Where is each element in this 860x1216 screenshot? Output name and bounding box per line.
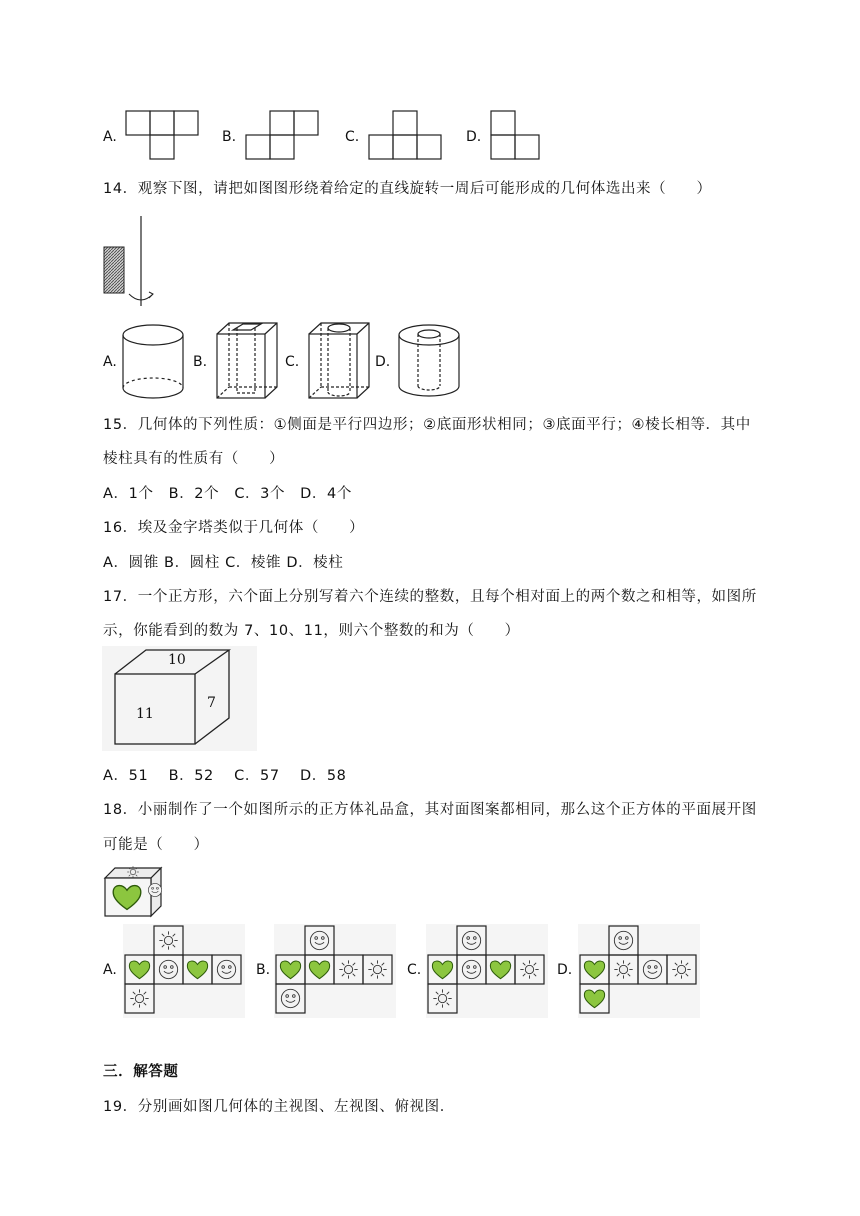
q18-net-d bbox=[578, 924, 700, 1018]
q16-stem: 16．埃及金字塔类似于几何体（ ） bbox=[103, 520, 365, 536]
cube-top-number: 10 bbox=[168, 652, 186, 668]
q18-stem-line1: 18．小丽制作了一个如图所示的正方体礼品盒，其对面图案都相同，那么这个正方体的平面展开图 bbox=[103, 802, 757, 818]
q18-gift-box-cube bbox=[103, 866, 165, 918]
q18-option-a-label: A. bbox=[103, 962, 117, 978]
q18-net-a bbox=[123, 924, 245, 1018]
q13-option-c-label: C. bbox=[345, 129, 360, 145]
q14-option-a-cylinder bbox=[120, 322, 188, 404]
q14-option-b-label: B. bbox=[193, 354, 208, 370]
section-3-title: 三．解答题 bbox=[103, 1064, 179, 1080]
q13-net-c bbox=[368, 110, 446, 162]
q19-stem: 19．分别画如图几何体的主视图、左视图、俯视图． bbox=[103, 1099, 455, 1115]
q18-net-c bbox=[426, 924, 548, 1018]
q13-net-a bbox=[125, 110, 201, 162]
cube-side-number: 7 bbox=[207, 695, 216, 711]
q16-options: A．圆锥 B．圆柱 C．棱锥 D．棱柱 bbox=[103, 555, 344, 571]
q14-option-d-hollow-cylinder bbox=[397, 322, 463, 404]
q15-stem-line2: 棱柱具有的性质有（ ） bbox=[103, 451, 285, 467]
q14-option-b-prism-hollow bbox=[215, 320, 279, 404]
q18-stem-line2: 可能是（ ） bbox=[103, 837, 209, 853]
q14-option-d-label: D. bbox=[375, 354, 391, 370]
q18-option-b-label: B. bbox=[256, 962, 271, 978]
q14-option-c-label: C. bbox=[285, 354, 300, 370]
cube-front-number: 11 bbox=[136, 706, 154, 722]
q13-net-d bbox=[490, 110, 544, 162]
q13-option-b-label: B. bbox=[222, 129, 237, 145]
q15-options: A．1个 B．2个 C．3个 D．4个 bbox=[103, 486, 352, 502]
q14-option-c-prism-with-hole bbox=[307, 320, 371, 404]
q18-net-b bbox=[274, 924, 396, 1018]
q17-options: A．51 B．52 C．57 D．58 bbox=[103, 768, 347, 784]
q14-rotation-figure bbox=[102, 214, 162, 309]
q15-stem-line1: 15．几何体的下列性质：①侧面是平行四边形；②底面形状相同；③底面平行；④棱长相等．其中 bbox=[103, 417, 751, 433]
q13-option-a-label: A. bbox=[103, 129, 117, 145]
q18-option-d-label: D. bbox=[557, 962, 573, 978]
q14-option-a-label: A. bbox=[103, 354, 117, 370]
q17-cube-figure bbox=[102, 646, 257, 751]
q17-stem-line2: 示，你能看到的数为 7、10、11，则六个整数的和为（ ） bbox=[103, 623, 520, 639]
q14-stem: 14．观察下图，请把如图图形绕着给定的直线旋转一周后可能形成的几何体选出来（ ） bbox=[103, 181, 712, 197]
q18-option-c-label: C. bbox=[407, 962, 422, 978]
q13-option-d-label: D. bbox=[466, 129, 482, 145]
q13-net-b bbox=[245, 110, 323, 162]
q17-stem-line1: 17．一个正方形，六个面上分别写着六个连续的整数，且每个相对面上的两个数之和相等，如图所 bbox=[103, 589, 757, 605]
